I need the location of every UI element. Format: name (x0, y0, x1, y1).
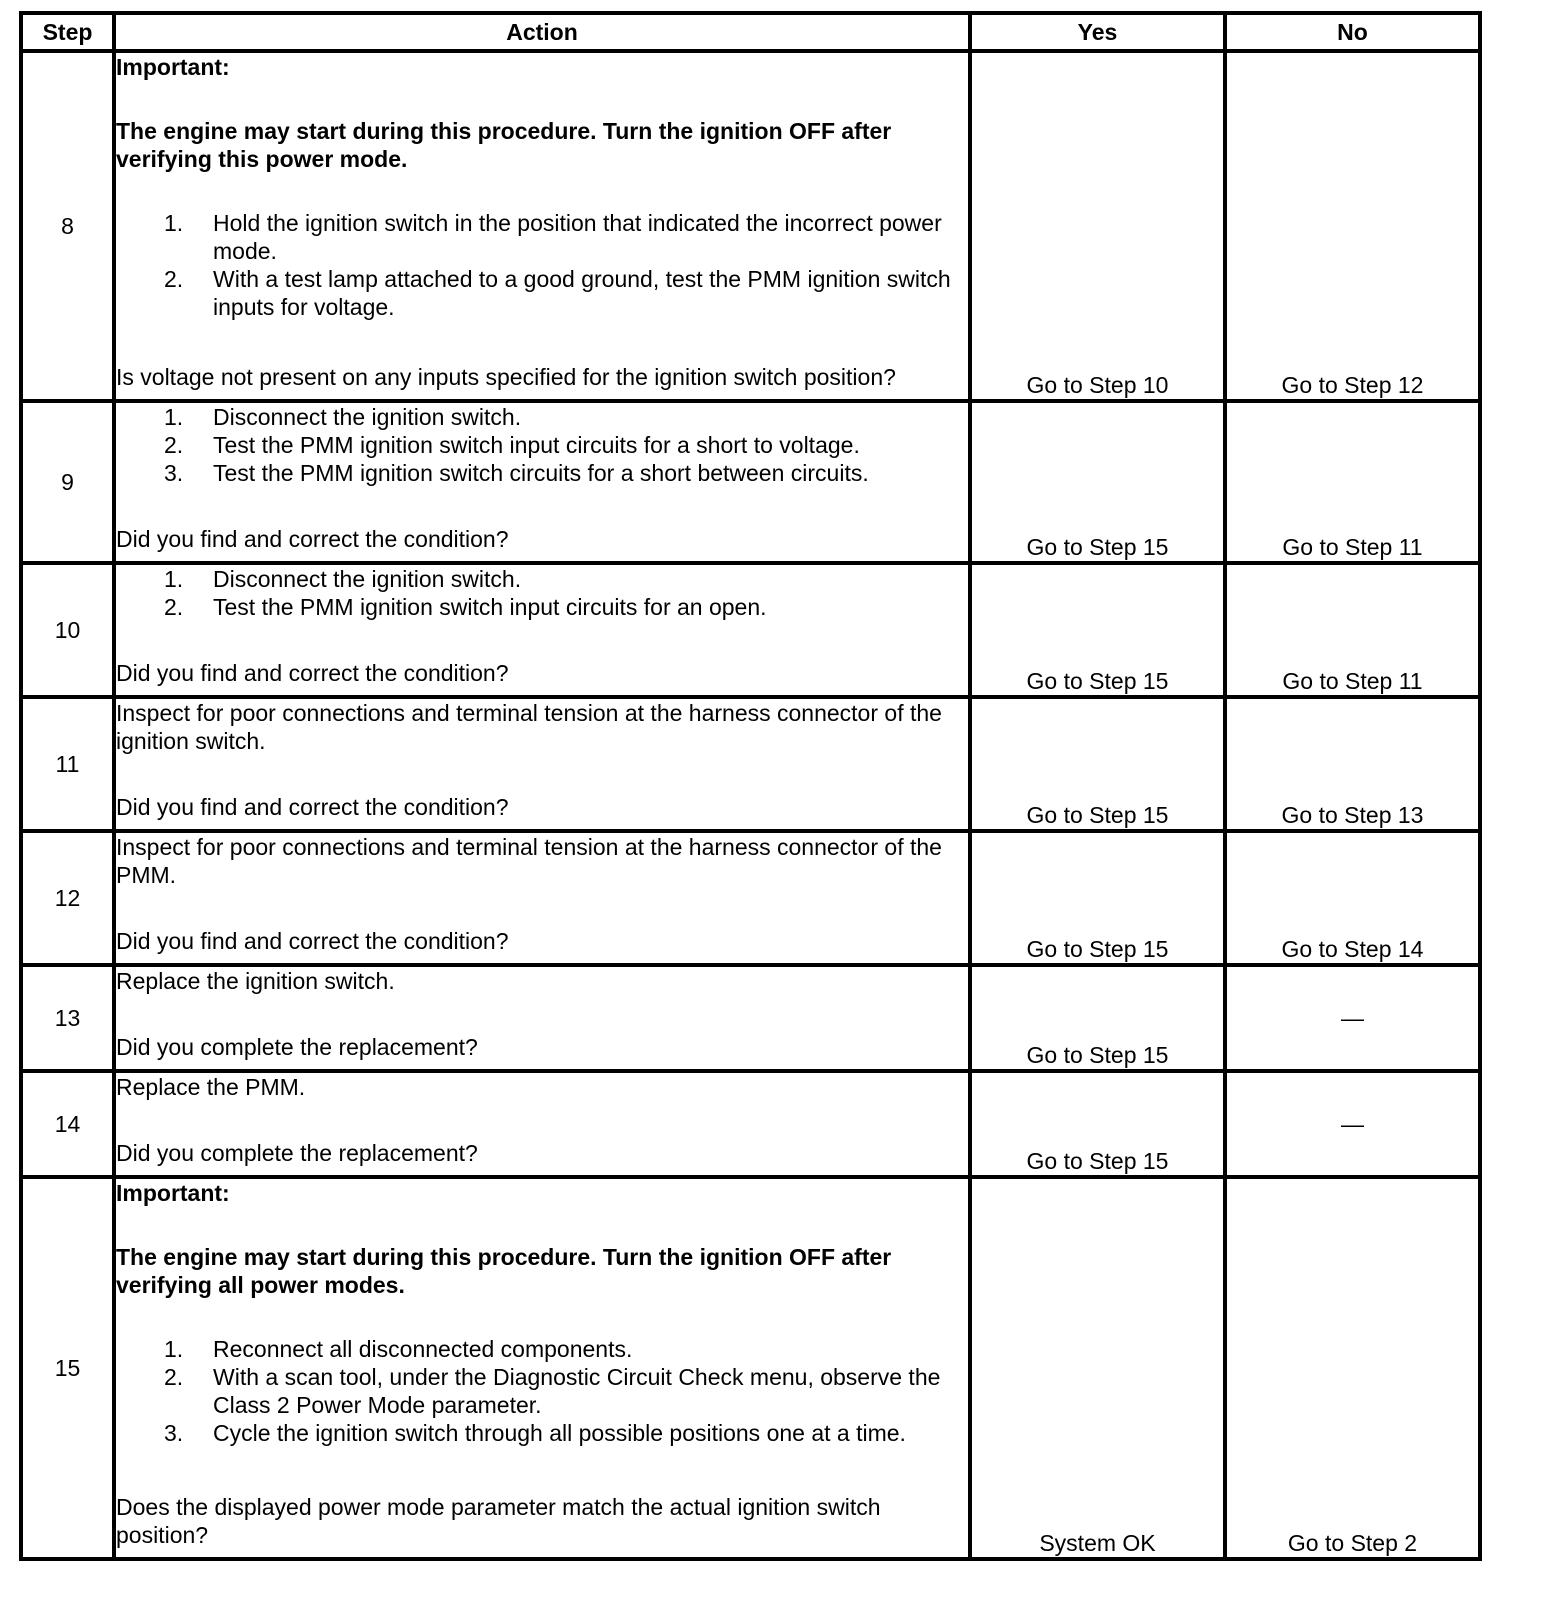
step-number: 12 (21, 831, 114, 965)
action-cell (114, 965, 970, 1071)
question-text: Did you find and correct the condition? (116, 794, 509, 820)
yes-result: Go to Step 15 (970, 697, 1225, 831)
table-row (21, 697, 1480, 831)
step-number: 13 (21, 965, 114, 1071)
important-text: The engine may start during this procedure. Turn the ignition OFF after verifying all power modes. (116, 1244, 892, 1298)
no-result: — (1225, 1071, 1480, 1177)
yes-result: System OK (970, 1177, 1225, 1559)
question-text: Does the displayed power mode parameter match the actual ignition switch position? (116, 1494, 881, 1548)
important-label: Important: (116, 1180, 230, 1206)
question-text: Did you find and correct the condition? (116, 928, 509, 954)
action-cell (114, 697, 970, 831)
step-number: 8 (21, 51, 114, 401)
procedure-list (116, 403, 968, 487)
action-cell (114, 401, 970, 563)
yes-result: Go to Step 15 (970, 563, 1225, 697)
no-result: Go to Step 11 (1225, 563, 1480, 697)
action-cell (114, 831, 970, 965)
action-text: Inspect for poor connections and terminal tension at the harness connector of the PMM. (116, 834, 942, 888)
list-item: 1. Hold the ignition switch in the position that indicated the incorrect power mode. (164, 210, 942, 264)
action-text: Replace the ignition switch. (116, 968, 395, 994)
question-text: Did you complete the replacement? (116, 1034, 478, 1060)
list-item: 1. Reconnect all disconnected components. (164, 1336, 633, 1362)
list-item: 1. Disconnect the ignition switch. (164, 566, 522, 592)
procedure-list (116, 1335, 968, 1447)
list-item: 2. With a test lamp attached to a good ground, test the PMM ignition switch inputs for voltage. (164, 266, 951, 320)
list-item: 2. Test the PMM ignition switch input circuits for a short to voltage. (164, 432, 860, 458)
step-number: 10 (21, 563, 114, 697)
question-text: Is voltage not present on any inputs specified for the ignition switch position? (116, 364, 896, 390)
header-row (21, 13, 1480, 51)
table-row (21, 1071, 1480, 1177)
no-result: — (1225, 965, 1480, 1071)
procedure-list (116, 209, 968, 321)
yes-result: Go to Step 15 (970, 1071, 1225, 1177)
header-yes: Yes (970, 13, 1225, 51)
table-row (21, 1177, 1480, 1559)
action-cell (114, 1177, 970, 1559)
header-action: Action (114, 13, 970, 51)
step-number: 9 (21, 401, 114, 563)
action-cell (114, 1071, 970, 1177)
table-row (21, 401, 1480, 563)
header-step: Step (21, 13, 114, 51)
action-cell (114, 563, 970, 697)
question-text: Did you find and correct the condition? (116, 660, 509, 686)
list-item: 2. Test the PMM ignition switch input circuits for an open. (164, 594, 767, 620)
important-label: Important: (116, 54, 230, 80)
header-no: No (1225, 13, 1480, 51)
list-item: 3. Cycle the ignition switch through all possible positions one at a time. (164, 1420, 906, 1446)
list-item: 2. With a scan tool, under the Diagnostic Circuit Check menu, observe the Class 2 Power Mode parameter. (164, 1364, 941, 1418)
yes-result: Go to Step 10 (970, 51, 1225, 401)
no-result: Go to Step 2 (1225, 1177, 1480, 1559)
no-result: Go to Step 12 (1225, 51, 1480, 401)
step-number: 11 (21, 697, 114, 831)
important-text: The engine may start during this procedure. Turn the ignition OFF after verifying this power mode. (116, 118, 892, 172)
no-result: Go to Step 13 (1225, 697, 1480, 831)
action-cell (114, 51, 970, 401)
table-row (21, 51, 1480, 401)
yes-result: Go to Step 15 (970, 965, 1225, 1071)
step-number: 14 (21, 1071, 114, 1177)
action-text: Inspect for poor connections and terminal tension at the harness connector of the ignition switch. (116, 700, 942, 754)
table-row (21, 965, 1480, 1071)
question-text: Did you complete the replacement? (116, 1140, 478, 1166)
list-item: 1. Disconnect the ignition switch. (164, 404, 522, 430)
no-result: Go to Step 14 (1225, 831, 1480, 965)
procedure-list (116, 565, 968, 621)
no-result: Go to Step 11 (1225, 401, 1480, 563)
diagnostic-table (19, 11, 1482, 1561)
yes-result: Go to Step 15 (970, 831, 1225, 965)
action-text: Replace the PMM. (116, 1074, 306, 1100)
table-row (21, 563, 1480, 697)
step-number: 15 (21, 1177, 114, 1559)
question-text: Did you find and correct the condition? (116, 526, 509, 552)
list-item: 3. Test the PMM ignition switch circuits for a short between circuits. (164, 460, 869, 486)
yes-result: Go to Step 15 (970, 401, 1225, 563)
table-row (21, 831, 1480, 965)
